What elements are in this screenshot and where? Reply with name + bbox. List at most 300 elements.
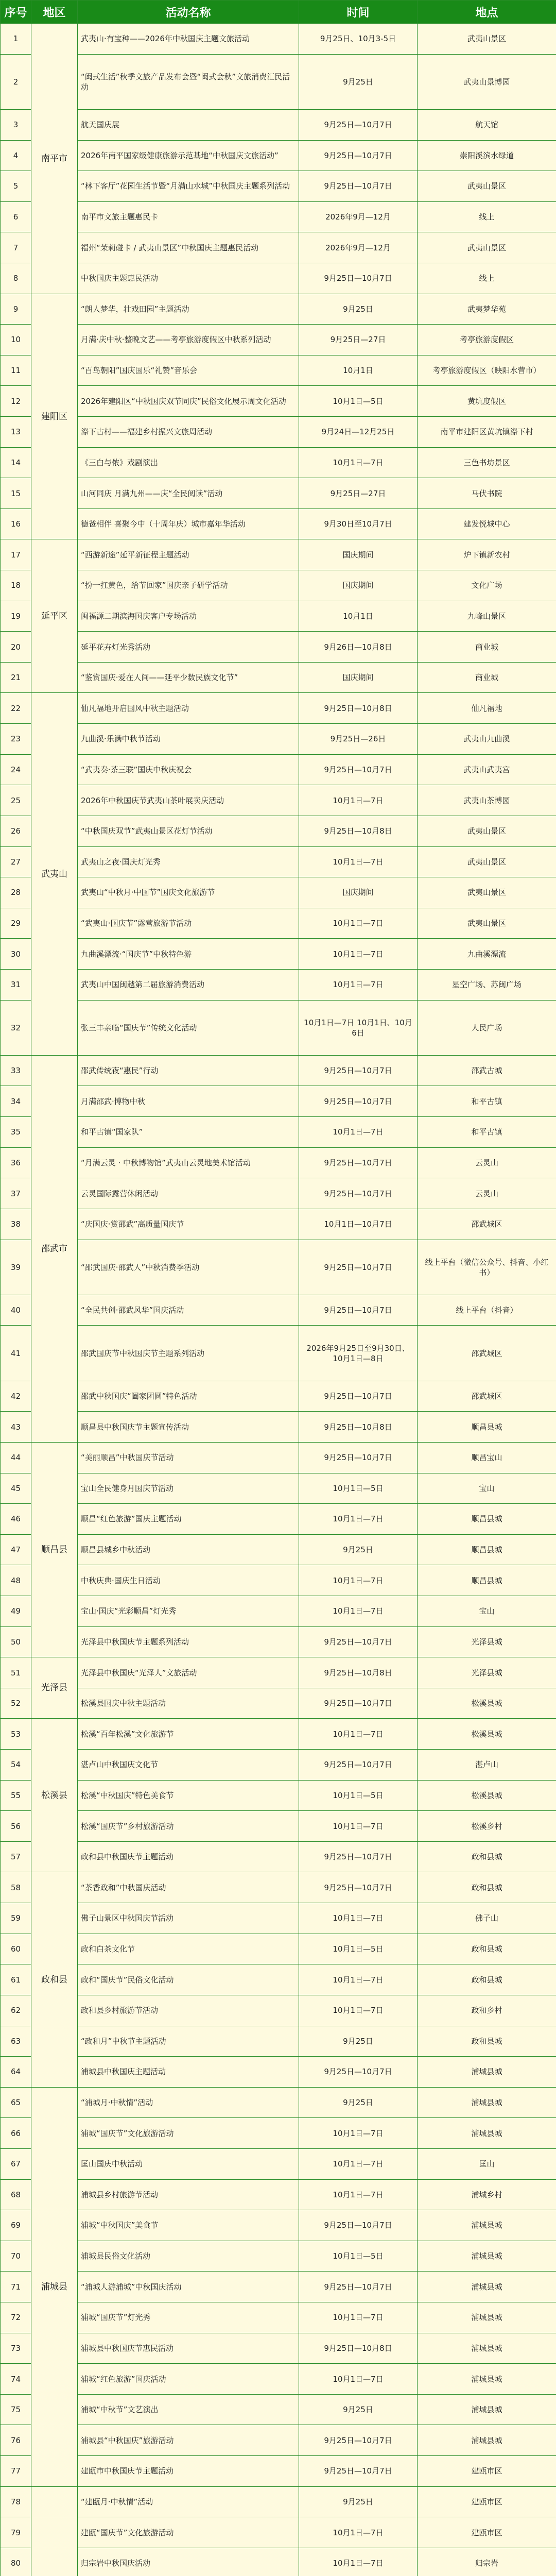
activity-time: 10月1日—7日 10月1日、10月6日 (299, 1000, 418, 1055)
activity-name: 德爸相伴 喜聚今中（十周年庆）城市嘉年华活动 (78, 509, 299, 539)
activity-time: 9月25日—10月7日 (299, 2057, 418, 2088)
row-number: 56 (1, 1811, 31, 1842)
activity-place: 和平古镇 (418, 1117, 556, 1148)
table-row (1, 2302, 556, 2333)
activity-place: 政和县城 (418, 1841, 556, 1872)
activity-place: 浦城县城 (418, 2394, 556, 2425)
activity-time: 9月25日—10月8日 (299, 1657, 418, 1688)
row-number: 50 (1, 1626, 31, 1657)
column-header-place: 地点 (418, 1, 556, 24)
activity-time: 9月25日—10月7日 (299, 1626, 418, 1657)
activity-place: 九曲溪漂流 (418, 939, 556, 970)
activity-place: 光泽县城 (418, 1626, 556, 1657)
row-number: 40 (1, 1295, 31, 1326)
activity-time: 10月1日—7日 (299, 785, 418, 816)
activity-place: 仙凡福地 (418, 693, 556, 724)
table-row (1, 1326, 556, 1381)
row-number: 8 (1, 263, 31, 294)
activity-time: 9月25日—10月8日 (299, 693, 418, 724)
row-number: 74 (1, 2364, 31, 2395)
activity-place: 宝山 (418, 1596, 556, 1627)
activity-time: 9月25日 (299, 54, 418, 109)
table-row (1, 1295, 556, 1326)
table-row (1, 969, 556, 1000)
table-header-row (1, 1, 556, 24)
row-number: 80 (1, 2548, 31, 2576)
activity-name: 2026年中秋国庆节武夷山茶叶展卖庆活动 (78, 785, 299, 816)
activity-name: 2026年南平国家级健康旅游示范基地“中秋国庆文旅活动” (78, 140, 299, 171)
table-row (1, 632, 556, 663)
table-row (1, 2364, 556, 2395)
table-row (1, 1473, 556, 1504)
activity-name: 云灵国际露营休闲活动 (78, 1178, 299, 1209)
activity-name: 顺昌“红色旅游”国庆主题活动 (78, 1504, 299, 1535)
activity-time: 9月25日—27日 (299, 478, 418, 509)
table-row (1, 140, 556, 171)
activity-name: 浦城县中秋国庆节惠民活动 (78, 2333, 299, 2364)
table-row (1, 1147, 556, 1178)
activity-time: 9月25日—10月7日 (299, 2456, 418, 2487)
activity-place: 光泽县城 (418, 1657, 556, 1688)
activity-place: 浦城县城 (418, 2118, 556, 2149)
activity-place: 浦城县城 (418, 2057, 556, 2088)
activity-place: 顺昌县城 (418, 1504, 556, 1535)
activity-time: 国庆期间 (299, 539, 418, 570)
activity-name: 佛子山景区中秋国庆节活动 (78, 1903, 299, 1934)
activity-place: 文化广场 (418, 570, 556, 601)
row-number: 58 (1, 1872, 31, 1903)
table-row (1, 1534, 556, 1565)
activity-place: 商业城 (418, 632, 556, 663)
row-number: 54 (1, 1750, 31, 1781)
row-number: 64 (1, 2057, 31, 2088)
activity-place: 黄坑度假区 (418, 386, 556, 417)
activity-place: 政和县城 (418, 1934, 556, 1964)
activity-name: 松溪县国庆中秋主题活动 (78, 1688, 299, 1719)
activity-place: 炉下镇新农村 (418, 539, 556, 570)
row-number: 35 (1, 1117, 31, 1148)
activity-time: 9月25日—10月7日 (299, 754, 418, 785)
activity-name: 光泽县中秋国庆节主题系列活动 (78, 1626, 299, 1657)
table-row (1, 24, 556, 55)
activity-time: 10月1日—7日 (299, 1596, 418, 1627)
activity-place: 松溪乡村 (418, 1811, 556, 1842)
row-number: 11 (1, 355, 31, 386)
activity-place: 人民广场 (418, 1000, 556, 1055)
activity-name: “月满云灵 · 中秋博物馆”武夷山云灵地美术馆活动 (78, 1147, 299, 1178)
activity-place: 政和乡村 (418, 1995, 556, 2026)
activity-time: 9月25日—10月7日 (299, 1055, 418, 1086)
row-number: 53 (1, 1719, 31, 1750)
activity-time: 10月1日 (299, 601, 418, 632)
activity-name: 和平古镇“国家队” (78, 1117, 299, 1148)
activity-place: 湛卢山 (418, 1750, 556, 1781)
table-row (1, 539, 556, 570)
activity-time: 10月1日—7日 (299, 2148, 418, 2179)
table-row (1, 109, 556, 140)
table-row (1, 2210, 556, 2241)
activity-name: 南平市文旅主题惠民卡 (78, 201, 299, 232)
activity-name: 浦城“国庆节”文化旅游活动 (78, 2118, 299, 2149)
activity-name: 武夷山·有宝种——2026年中秋国庆主题文旅活动 (78, 24, 299, 55)
activity-time: 10月1日—7日 (299, 969, 418, 1000)
row-number: 9 (1, 294, 31, 325)
row-number: 37 (1, 1178, 31, 1209)
table-row (1, 232, 556, 263)
table-row (1, 2118, 556, 2149)
table-row (1, 754, 556, 785)
row-number: 23 (1, 724, 31, 755)
row-number: 24 (1, 754, 31, 785)
activity-time: 10月1日—5日 (299, 1934, 418, 1964)
table-row (1, 846, 556, 877)
activity-name: 浦城“中秋节”文艺演出 (78, 2394, 299, 2425)
activity-name: 仙凡福地开启国风中秋主题活动 (78, 693, 299, 724)
activity-name: 政和白茶文化节 (78, 1934, 299, 1964)
activity-place: 政和县城 (418, 2026, 556, 2057)
activity-place: 建瓯市区 (418, 2517, 556, 2548)
activity-place: 星空广场、苏闽广场 (418, 969, 556, 1000)
row-number: 71 (1, 2272, 31, 2302)
row-number: 33 (1, 1055, 31, 1086)
table-row (1, 1688, 556, 1719)
table-row (1, 1596, 556, 1627)
activity-place: 顺昌县城 (418, 1534, 556, 1565)
activity-name: “庆国庆·赏邵武”高质量国庆节 (78, 1209, 299, 1240)
row-number: 41 (1, 1326, 31, 1381)
activity-name: 宝山全民健身月国庆节活动 (78, 1473, 299, 1504)
activity-place: 武夷梦华苑 (418, 294, 556, 325)
region-cell: 南平市 (31, 24, 78, 294)
activity-name: 归宗岩中秋国庆活动 (78, 2548, 299, 2576)
table-row (1, 693, 556, 724)
activity-place: 武夷山武夷宫 (418, 754, 556, 785)
row-number: 25 (1, 785, 31, 816)
activity-place: 政和县城 (418, 1964, 556, 1995)
table-row (1, 2057, 556, 2088)
row-number: 48 (1, 1565, 31, 1596)
row-number: 21 (1, 662, 31, 693)
activity-place: 浦城县城 (418, 2302, 556, 2333)
row-number: 44 (1, 1442, 31, 1473)
activity-time: 9月25日—10月7日 (299, 2425, 418, 2456)
activity-time: 9月25日—10月7日 (299, 2272, 418, 2302)
row-number: 69 (1, 2210, 31, 2241)
row-number: 61 (1, 1964, 31, 1995)
activity-name: 闽福源二期滨海国庆客户专场活动 (78, 601, 299, 632)
activity-time: 国庆期间 (299, 662, 418, 693)
row-number: 30 (1, 939, 31, 970)
table-row (1, 263, 556, 294)
table-row (1, 2425, 556, 2456)
activity-place: 松溪县城 (418, 1780, 556, 1811)
row-number: 62 (1, 1995, 31, 2026)
activity-name: “武夷奏·茶三联”国庆中秋庆祝会 (78, 754, 299, 785)
table-row (1, 877, 556, 908)
region-cell (31, 2486, 78, 2576)
activity-place: 浦城县城 (418, 2364, 556, 2395)
activity-time: 10月1日—5日 (299, 386, 418, 417)
table-row (1, 1750, 556, 1781)
activity-place: 宝山 (418, 1473, 556, 1504)
table-row (1, 2517, 556, 2548)
activity-name: “百鸟朝阳”国庆国乐“礼赞”音乐会 (78, 355, 299, 386)
activity-name: 宝山·国庆“光彩顺昌”灯光秀 (78, 1596, 299, 1627)
activity-time: 10月1日—5日 (299, 1473, 418, 1504)
row-number: 29 (1, 908, 31, 939)
row-number: 63 (1, 2026, 31, 2057)
table-row (1, 1240, 556, 1295)
activity-time: 10月1日 (299, 355, 418, 386)
activity-name: 2026年建阳区“中秋国庆双节同庆”民俗文化展示周文化活动 (78, 386, 299, 417)
activity-name: 邵武传统夜“惠民”行动 (78, 1055, 299, 1086)
table-row (1, 1964, 556, 1995)
activity-time: 10月1日—7日 (299, 447, 418, 478)
activity-name: 九曲溪漂流·“国庆节”中秋特色游 (78, 939, 299, 970)
row-number: 32 (1, 1000, 31, 1055)
row-number: 67 (1, 2148, 31, 2179)
activity-place: 浦城县城 (418, 2272, 556, 2302)
activity-name: 九曲溪·乐满中秋节活动 (78, 724, 299, 755)
table-row (1, 662, 556, 693)
activity-name: 中秋国庆主题惠民活动 (78, 263, 299, 294)
activity-time: 9月25日—10月7日 (299, 2210, 418, 2241)
row-number: 66 (1, 2118, 31, 2149)
row-number: 43 (1, 1412, 31, 1443)
table-row (1, 1086, 556, 1117)
activity-name: 政和县乡村旅游节活动 (78, 1995, 299, 2026)
activity-name: 月满邵武·博物中秋 (78, 1086, 299, 1117)
activity-time: 10月1日—7日 (299, 1117, 418, 1148)
row-number: 10 (1, 325, 31, 355)
activity-time: 9月25日—27日 (299, 325, 418, 355)
activity-place: 线上 (418, 263, 556, 294)
activity-name: 山河同庆 月满九州——庆“全民阅读”活动 (78, 478, 299, 509)
activity-time: 10月1日—7日 (299, 1964, 418, 1995)
activity-place: 武夷山景区 (418, 846, 556, 877)
activity-name: “西游新途”延平新征程主题活动 (78, 539, 299, 570)
row-number: 57 (1, 1841, 31, 1872)
region-cell: 浦城县 (31, 2087, 78, 2486)
activity-place: 考亭旅游度假区（映阳水营市） (418, 355, 556, 386)
activity-place: 崇阳溪滨水绿道 (418, 140, 556, 171)
table-row (1, 2394, 556, 2425)
activity-time: 国庆期间 (299, 877, 418, 908)
activity-name: 浦城县乡村旅游节活动 (78, 2179, 299, 2210)
table-row (1, 509, 556, 539)
table-row (1, 1412, 556, 1443)
table-row (1, 1178, 556, 1209)
row-number: 60 (1, 1934, 31, 1964)
table-row (1, 2026, 556, 2057)
activity-place: 浦城县城 (418, 2425, 556, 2456)
table-row (1, 325, 556, 355)
activity-time: 9月25日—10月7日 (299, 1086, 418, 1117)
activity-place: 浦城县城 (418, 2333, 556, 2364)
activity-place: 松溪县城 (418, 1719, 556, 1750)
table-row (1, 908, 556, 939)
table-row (1, 1903, 556, 1934)
activity-name: 邵武中秋国庆“阖家团圆”特色活动 (78, 1381, 299, 1412)
activity-time: 10月1日—7日 (299, 2364, 418, 2395)
table-row (1, 294, 556, 325)
column-header-name: 活动名称 (78, 1, 299, 24)
activity-place: 武夷山景博园 (418, 54, 556, 109)
activity-place: 建发悦城中心 (418, 509, 556, 539)
activity-time: 2026年9月—12月 (299, 232, 418, 263)
table-row (1, 1872, 556, 1903)
activity-name: 政和县中秋国庆节主题活动 (78, 1841, 299, 1872)
activity-time: 9月25日—10月7日 (299, 263, 418, 294)
table-row (1, 1504, 556, 1535)
region-cell: 松溪县 (31, 1719, 78, 1872)
row-number: 19 (1, 601, 31, 632)
activity-place: 和平古镇 (418, 1086, 556, 1117)
table-row (1, 2272, 556, 2302)
table-row (1, 1442, 556, 1473)
region-cell: 顺昌县 (31, 1442, 78, 1657)
row-number: 59 (1, 1903, 31, 1934)
table-row (1, 2548, 556, 2576)
activity-time: 9月25日 (299, 1534, 418, 1565)
activity-time: 9月25日—10月7日 (299, 1147, 418, 1178)
activity-time: 9月25日—10月7日 (299, 1381, 418, 1412)
activity-time: 10月1日—7日 (299, 1719, 418, 1750)
activity-place: 建瓯市区 (418, 2456, 556, 2487)
row-number: 7 (1, 232, 31, 263)
row-number: 51 (1, 1657, 31, 1688)
activity-name: 福州“茉莉碰卡 / 武夷山景区”中秋国庆主题惠民活动 (78, 232, 299, 263)
row-number: 17 (1, 539, 31, 570)
activity-name: 顺昌县中秋国庆节主题宣传活动 (78, 1412, 299, 1443)
activity-name: “林下客厅”花园生活节暨“月满山水城”中秋国庆主题系列活动 (78, 171, 299, 202)
activity-name: 松溪“国庆节”乡村旅游活动 (78, 1811, 299, 1842)
activity-time: 9月25日—10月7日 (299, 1295, 418, 1326)
activity-name: 武夷山之夜·国庆灯光秀 (78, 846, 299, 877)
activity-place: 松溪县城 (418, 1688, 556, 1719)
table-row (1, 1381, 556, 1412)
activity-name: 湛卢山中秋国庆文化节 (78, 1750, 299, 1781)
table-row (1, 1055, 556, 1086)
table-row (1, 478, 556, 509)
activity-time: 9月25日—10月8日 (299, 816, 418, 846)
activity-time: 10月1日—7日 (299, 2179, 418, 2210)
activity-time: 10月1日—7日 (299, 939, 418, 970)
activity-name: “鉴赏国庆·爱在人间——延平少数民族文化节” (78, 662, 299, 693)
activity-name: 光泽县中秋国庆“光泽人”文旅活动 (78, 1657, 299, 1688)
activity-name: 建瓯“国庆节”文化旅游活动 (78, 2517, 299, 2548)
table-row (1, 386, 556, 417)
table-row (1, 1780, 556, 1811)
activity-name: 月满·庆中秋·整晚文艺——考亭旅游度假区中秋系列活动 (78, 325, 299, 355)
activity-place: 线上 (418, 201, 556, 232)
activity-place: 匡山 (418, 2148, 556, 2179)
activity-name: 松溪“中秋国庆”特色美食节 (78, 1780, 299, 1811)
table-row (1, 171, 556, 202)
activity-time: 10月1日—7日 (299, 2302, 418, 2333)
activity-time: 9月25日 (299, 2087, 418, 2118)
region-cell: 政和县 (31, 1872, 78, 2087)
activity-place: 浦城县城 (418, 2241, 556, 2272)
activity-time: 9月25日—10月7日 (299, 1178, 418, 1209)
activity-place: 邵武城区 (418, 1381, 556, 1412)
activity-place: 武夷山景区 (418, 908, 556, 939)
row-number: 39 (1, 1240, 31, 1295)
activity-name: 邵武国庆节中秋国庆节主题系列活动 (78, 1326, 299, 1381)
table-row (1, 1995, 556, 2026)
activity-time: 10月1日—5日 (299, 2241, 418, 2272)
row-number: 42 (1, 1381, 31, 1412)
activity-time: 9月30日至10月7日 (299, 509, 418, 539)
column-header-time: 时间 (299, 1, 418, 24)
activity-time: 9月25日—10月7日 (299, 171, 418, 202)
activity-place: 线上平台（微信公众号、抖音、小红书） (418, 1240, 556, 1295)
activity-place: 政和县城 (418, 1872, 556, 1903)
activity-name: 建瓯市中秋国庆节主题活动 (78, 2456, 299, 2487)
table-row (1, 2486, 556, 2517)
activity-place: 武夷山景区 (418, 24, 556, 55)
row-number: 65 (1, 2087, 31, 2118)
activity-time: 9月25日—10月7日 (299, 1872, 418, 1903)
activity-name: 武夷山中国闽越第二届旅游消费活动 (78, 969, 299, 1000)
activity-name: “武夷山·国庆节”露营旅游节活动 (78, 908, 299, 939)
activity-place: 考亭旅游度假区 (418, 325, 556, 355)
table-row (1, 355, 556, 386)
activity-name: 浦城县中秋国庆主题活动 (78, 2057, 299, 2088)
row-number: 72 (1, 2302, 31, 2333)
row-number: 47 (1, 1534, 31, 1565)
region-cell: 武夷山 (31, 693, 78, 1055)
activity-time: 9月25日—26日 (299, 724, 418, 755)
activity-time: 9月26日—10月8日 (299, 632, 418, 663)
column-header-no: 序号 (1, 1, 31, 24)
activity-time: 9月25日—10月7日 (299, 1688, 418, 1719)
activity-name: 浦城“红色旅游”国庆活动 (78, 2364, 299, 2395)
table-row (1, 54, 556, 109)
activity-name: “中秋国庆双节”武夷山景区花灯节活动 (78, 816, 299, 846)
activity-time: 2026年9月25日至9月30日、10月1日—8日 (299, 1326, 418, 1381)
activity-place: 邵武古城 (418, 1055, 556, 1086)
activity-time: 9月25日—10月8日 (299, 1412, 418, 1443)
row-number: 2 (1, 54, 31, 109)
row-number: 27 (1, 846, 31, 877)
activity-time: 10月1日—7日 (299, 2118, 418, 2149)
row-number: 75 (1, 2394, 31, 2425)
activity-time: 10月1日—7日 (299, 1903, 418, 1934)
activity-place: 马伏书院 (418, 478, 556, 509)
activity-time: 9月25日 (299, 2026, 418, 2057)
activity-place: 佛子山 (418, 1903, 556, 1934)
activity-place: 武夷山九曲溪 (418, 724, 556, 755)
activity-place: 线上平台（抖音） (418, 1295, 556, 1326)
activity-place: 云灵山 (418, 1147, 556, 1178)
activity-place: 武夷山景区 (418, 171, 556, 202)
table-row (1, 724, 556, 755)
activity-name: “浦城人游浦城”中秋国庆活动 (78, 2272, 299, 2302)
activity-name: 顺昌县城乡中秋活动 (78, 1534, 299, 1565)
activity-time: 国庆期间 (299, 570, 418, 601)
row-number: 12 (1, 386, 31, 417)
table-row (1, 1209, 556, 1240)
table-row (1, 816, 556, 846)
row-number: 28 (1, 877, 31, 908)
table-row (1, 1626, 556, 1657)
activity-place: 浦城县城 (418, 2210, 556, 2241)
table-row (1, 1565, 556, 1596)
activity-name: 政和“国庆节”民俗文化活动 (78, 1964, 299, 1995)
row-number: 6 (1, 201, 31, 232)
row-number: 31 (1, 969, 31, 1000)
